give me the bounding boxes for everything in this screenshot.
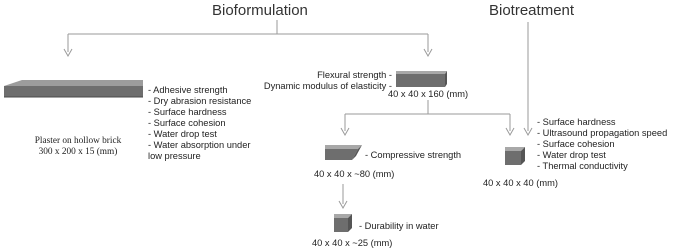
half-prism-specimen [325,145,362,160]
plaster-slab-front [4,86,143,97]
plaster-test-4: - Surface cohesion [148,118,226,128]
small-piece-specimen [334,214,352,232]
half-prism-test: - Compressive strength [365,150,462,160]
plaster-slab-top [4,80,143,86]
plaster-label: Plaster on hollow brick [34,136,122,146]
plaster-test-list [148,85,251,162]
cube-size: 40 x 40 x 40 (mm) [483,178,558,188]
bioformulation-heading: Bioformulation [212,2,308,19]
prism-front [396,74,445,87]
cube-front [505,151,521,165]
half-prism-top [325,145,362,149]
cube-specimen [505,147,525,165]
cube-test-3: - Surface cohesion [537,139,615,149]
plaster-caption [14,136,142,158]
plaster-size: 300 x 200 x 15 (mm) [38,147,118,157]
plaster-slab-specimen [4,80,143,97]
half-prism-size: 40 x 40 x ~80 (mm) [314,169,395,179]
prism-test-list [222,70,392,92]
cube-test-list [537,117,667,172]
small-piece-front [334,218,348,232]
small-piece-size: 40 x 40 x ~25 (mm) [312,238,393,248]
prism-test-2: Dynamic modulus of elasticity - [263,81,392,91]
plaster-test-2: - Dry abrasion resistance [148,96,252,106]
prism-specimen [396,71,447,87]
plaster-test-5: - Water drop test [148,129,217,139]
plaster-test-7: low pressure [148,151,201,161]
cube-test-4: - Water drop test [537,150,606,160]
prism-top [396,71,447,74]
small-piece-test: - Durability in water [359,221,439,231]
cube-test-2: - Ultrasound propagation speed [537,128,668,138]
plaster-test-6: - Water absorption under [148,140,251,150]
plaster-test-3: - Surface hardness [148,107,227,117]
prism-test-1: Flexural strength - [317,70,392,80]
prism-size: 40 x 40 x 160 (mm) [388,89,469,99]
plaster-test-1: - Adhesive strength [148,85,228,95]
biotreatment-heading: Biotreatment [489,2,575,19]
cube-test-5: - Thermal conductivity [537,161,628,171]
cube-test-1: - Surface hardness [537,117,616,127]
